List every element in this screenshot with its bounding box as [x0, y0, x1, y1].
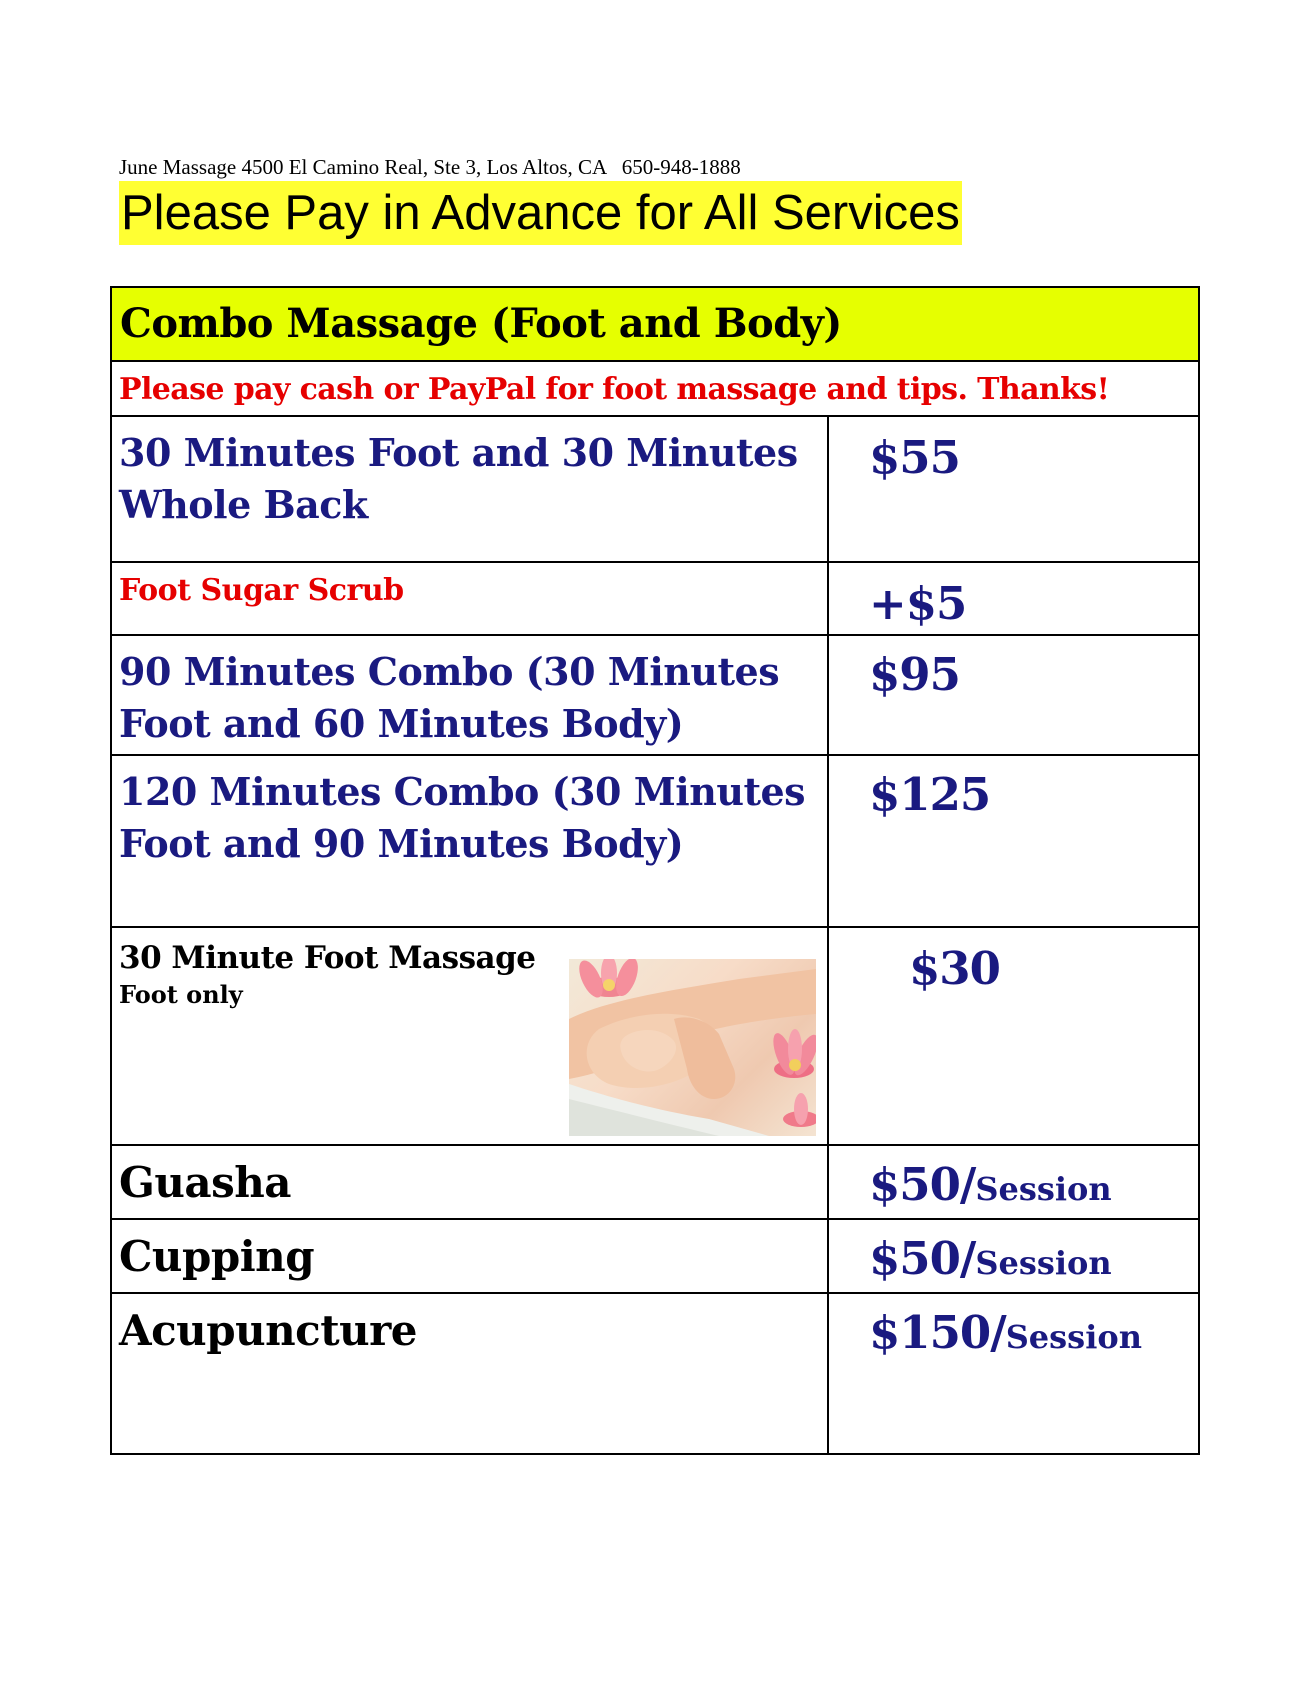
service-line: 90 Minutes Combo (30 Minutes [119, 649, 780, 694]
service-cell [111, 1219, 828, 1293]
price: $30 [909, 942, 1000, 995]
service-cell [111, 1145, 828, 1219]
service-name [112, 417, 827, 531]
service-cell [111, 635, 828, 755]
foot-massage-photo [569, 959, 816, 1136]
service-line: Whole Back [119, 482, 368, 527]
price: $150/ [869, 1306, 1006, 1359]
price: +$5 [869, 577, 967, 630]
service-name: Foot Sugar Scrub [119, 573, 404, 608]
table-row [111, 1219, 1199, 1293]
section-header-row [111, 287, 1199, 361]
service-subtitle: Foot only [119, 980, 243, 1009]
price-cell [828, 927, 1199, 1145]
notice-cell [111, 361, 1199, 416]
price-cell [828, 416, 1199, 562]
price: $95 [869, 648, 960, 701]
price-cell [828, 562, 1199, 635]
price-group [829, 1146, 1198, 1211]
table-row [111, 416, 1199, 562]
service-name [112, 756, 827, 870]
notice-row [111, 361, 1199, 416]
price-cell [828, 1293, 1199, 1454]
service-line: Foot and 90 Minutes Body) [119, 821, 684, 866]
price-table [110, 286, 1200, 1455]
price-group [829, 1294, 1198, 1359]
price-cell [828, 755, 1199, 927]
payment-notice: Please pay cash or PayPal for foot massage and tips. Thanks! [119, 372, 1110, 407]
service-cell [111, 562, 828, 635]
address-line: June Massage 4500 El Camino Real, Ste 3, Los Altos, CA 650-948-1888 [119, 155, 741, 179]
service-line: Foot and 60 Minutes Body) [119, 701, 684, 746]
price: $50/ [869, 1158, 976, 1211]
price-unit: Session [1005, 1318, 1142, 1356]
service-cell [111, 416, 828, 562]
service-line: 120 Minutes Combo (30 Minutes [119, 769, 806, 814]
table-row [111, 927, 1199, 1145]
price-unit: Session [975, 1170, 1112, 1208]
price: $50/ [869, 1232, 976, 1285]
service-name: Guasha [119, 1158, 292, 1207]
foot-massage-photo-art [569, 959, 816, 1136]
service-name: Acupuncture [119, 1306, 417, 1355]
service-cell [111, 755, 828, 927]
price-cell [828, 1145, 1199, 1219]
price-cell [828, 1219, 1199, 1293]
price-group [829, 1220, 1198, 1285]
service-line: 30 Minutes Foot and 30 Minutes [119, 430, 798, 475]
price: $125 [869, 768, 991, 821]
service-name [112, 636, 827, 750]
table-row [111, 1145, 1199, 1219]
table-row [111, 635, 1199, 755]
table-row [111, 1293, 1199, 1454]
service-cell [111, 927, 828, 1145]
service-cell [111, 1293, 828, 1454]
table-row [111, 562, 1199, 635]
price-unit: Session [975, 1244, 1112, 1282]
service-name: Cupping [119, 1232, 315, 1281]
advance-payment-banner: Please Pay in Advance for All Services [119, 181, 962, 245]
price: $55 [869, 431, 960, 484]
section-header-cell [111, 287, 1199, 361]
section-title: Combo Massage (Foot and Body) [120, 300, 842, 347]
price-cell [828, 635, 1199, 755]
service-name: 30 Minute Foot Massage [119, 940, 536, 976]
table-row [111, 755, 1199, 927]
